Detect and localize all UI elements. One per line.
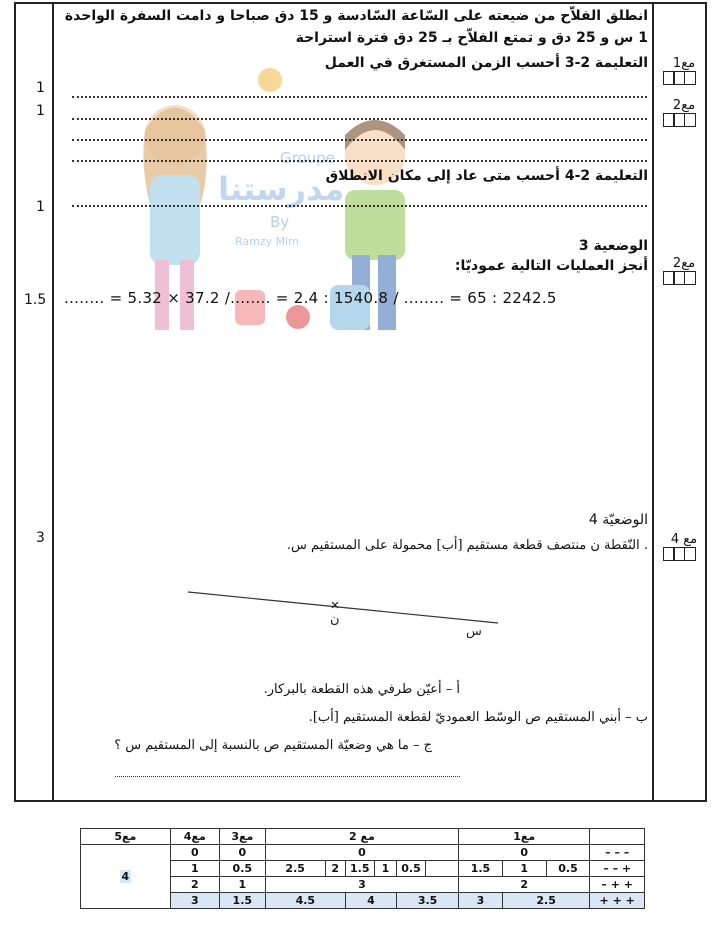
table-cell: 1 <box>374 861 396 877</box>
table-cell: 4 <box>345 893 396 909</box>
table-cell: 0 <box>459 845 590 861</box>
grade-value: 1 <box>36 199 45 215</box>
table-cell: 1.5 <box>345 861 374 877</box>
question-c: ج – ما هي وضعيّة المستقيم ص بالنسبة إلى المستقيم س ؟ <box>114 738 432 753</box>
point-n-label: ن <box>330 612 340 627</box>
c5-value-cell <box>81 845 171 909</box>
watermark-brand-text: مدرستنا <box>218 170 345 208</box>
boy-shirt-shape <box>345 190 405 260</box>
grade-value: 1 <box>36 80 45 96</box>
criterion-2b-label: مع2 <box>672 256 696 271</box>
grade-value: 1 <box>36 103 45 119</box>
table-cell: 0 <box>265 845 458 861</box>
table-cell: 2.5 <box>502 893 590 909</box>
header-c2: مع 2 <box>265 829 458 845</box>
table-cell: 0.5 <box>219 861 265 877</box>
header-c1: مع1 <box>459 829 590 845</box>
situation-3-instruction: أنجز العمليات التالية عموديّا: <box>454 258 648 274</box>
situation-4-statement: . النّقطة ن منتصف قطعة مستقيم [أب] محمولة على المستقيم س. <box>286 538 648 553</box>
pencil-icon <box>258 68 282 92</box>
grading-table <box>80 828 645 909</box>
criterion-2b <box>662 256 706 285</box>
task-4-2: التعليمة 2-4 أحسب متى عاد إلى مكان الانطلاق <box>325 168 648 184</box>
criterion-4-boxes[interactable] <box>664 547 706 561</box>
table-cell: 1 <box>170 861 219 877</box>
line-s <box>188 592 498 623</box>
problem-line-2: 1 س و 25 دق و تمتع الفلاّح بـ 25 دق فترة استراحة <box>295 30 648 46</box>
criteria-column-divider <box>652 2 654 802</box>
criterion-1-label: مع1 <box>672 56 696 71</box>
table-cell: 3 <box>170 893 219 909</box>
table-cell: 3 <box>265 877 458 893</box>
question-b: ب – أبني المستقيم ص الوسّط العموديّ لقطعة المستقيم [أب]. <box>308 710 648 725</box>
table-cell: 1 <box>219 877 265 893</box>
criterion-2a-label: مع2 <box>672 98 696 113</box>
line-s-label: س <box>466 624 482 639</box>
watermark-by-text: By <box>270 213 290 231</box>
apple-icon <box>286 305 310 329</box>
line-s-figure <box>180 585 520 645</box>
criterion-2a <box>662 98 706 127</box>
task-3-2: التعليمة 2-3 أحسب الزمن المستغرق في العمل <box>324 55 648 71</box>
criterion-2b-boxes[interactable] <box>664 271 706 285</box>
c5-value: 4 <box>121 870 130 883</box>
table-cell: 2 <box>170 877 219 893</box>
criterion-2a-boxes[interactable] <box>664 113 706 127</box>
table-cell: 0.5 <box>397 861 426 877</box>
situation-3-title: الوضعية 3 <box>578 238 648 254</box>
girl-dress-shape <box>150 175 200 265</box>
answer-line[interactable] <box>72 118 647 120</box>
watermark-author-text: Ramzy Mim <box>235 235 299 248</box>
table-cell: 2 <box>325 861 345 877</box>
grade-column-divider <box>52 2 54 802</box>
table-cell: – – – <box>590 845 645 861</box>
question-a: أ – أعيّن طرفي هذه القطعة بالبركار. <box>263 682 460 697</box>
criterion-1 <box>662 56 706 85</box>
table-cell: 0 <box>170 845 219 861</box>
table-row <box>81 845 645 861</box>
answer-line[interactable] <box>72 160 647 162</box>
grade-value: 1.5 <box>24 292 47 308</box>
answer-line[interactable] <box>72 96 647 98</box>
answer-line[interactable] <box>72 139 647 141</box>
table-cell: 1.5 <box>219 893 265 909</box>
criterion-1-boxes[interactable] <box>664 71 706 85</box>
table-cell: + + + <box>590 893 645 909</box>
criterion-4-label: مع 4 <box>670 532 698 547</box>
vertical-operations: ........ = 5.32 × 37.2 /........ = 2.4 : 1540.8 / ........ = 65 : 2242.5 <box>64 289 557 307</box>
table-cell: 2 <box>459 877 590 893</box>
situation-4-title: الوضعيّة 4 <box>588 512 648 528</box>
header-c4: مع4 <box>170 829 219 845</box>
problem-line-1: انطلق الفلاّح من ضيعته على السّاعة السّادسة و 15 دق صباحا و دامت السفرة الواحدة <box>64 8 648 24</box>
header-level <box>590 829 645 845</box>
header-c5: مع5 <box>81 829 171 845</box>
table-cell: 2.5 <box>265 861 325 877</box>
table-cell-spacer <box>425 861 458 877</box>
answer-line[interactable] <box>72 205 647 207</box>
answer-line[interactable] <box>115 776 460 777</box>
table-cell: 3 <box>459 893 503 909</box>
table-cell: – + + <box>590 877 645 893</box>
table-header-row <box>81 829 645 845</box>
table-cell: 1 <box>502 861 546 877</box>
watermark-group-text: Groupe <box>280 149 335 167</box>
criterion-4 <box>662 532 706 561</box>
table-cell: – – + <box>590 861 645 877</box>
grade-value: 3 <box>36 530 45 546</box>
table-cell: 1.5 <box>459 861 503 877</box>
table-cell: 0.5 <box>546 861 590 877</box>
table-cell: 4.5 <box>265 893 345 909</box>
header-c3: مع3 <box>219 829 265 845</box>
table-cell: 0 <box>219 845 265 861</box>
table-cell: 3.5 <box>397 893 459 909</box>
